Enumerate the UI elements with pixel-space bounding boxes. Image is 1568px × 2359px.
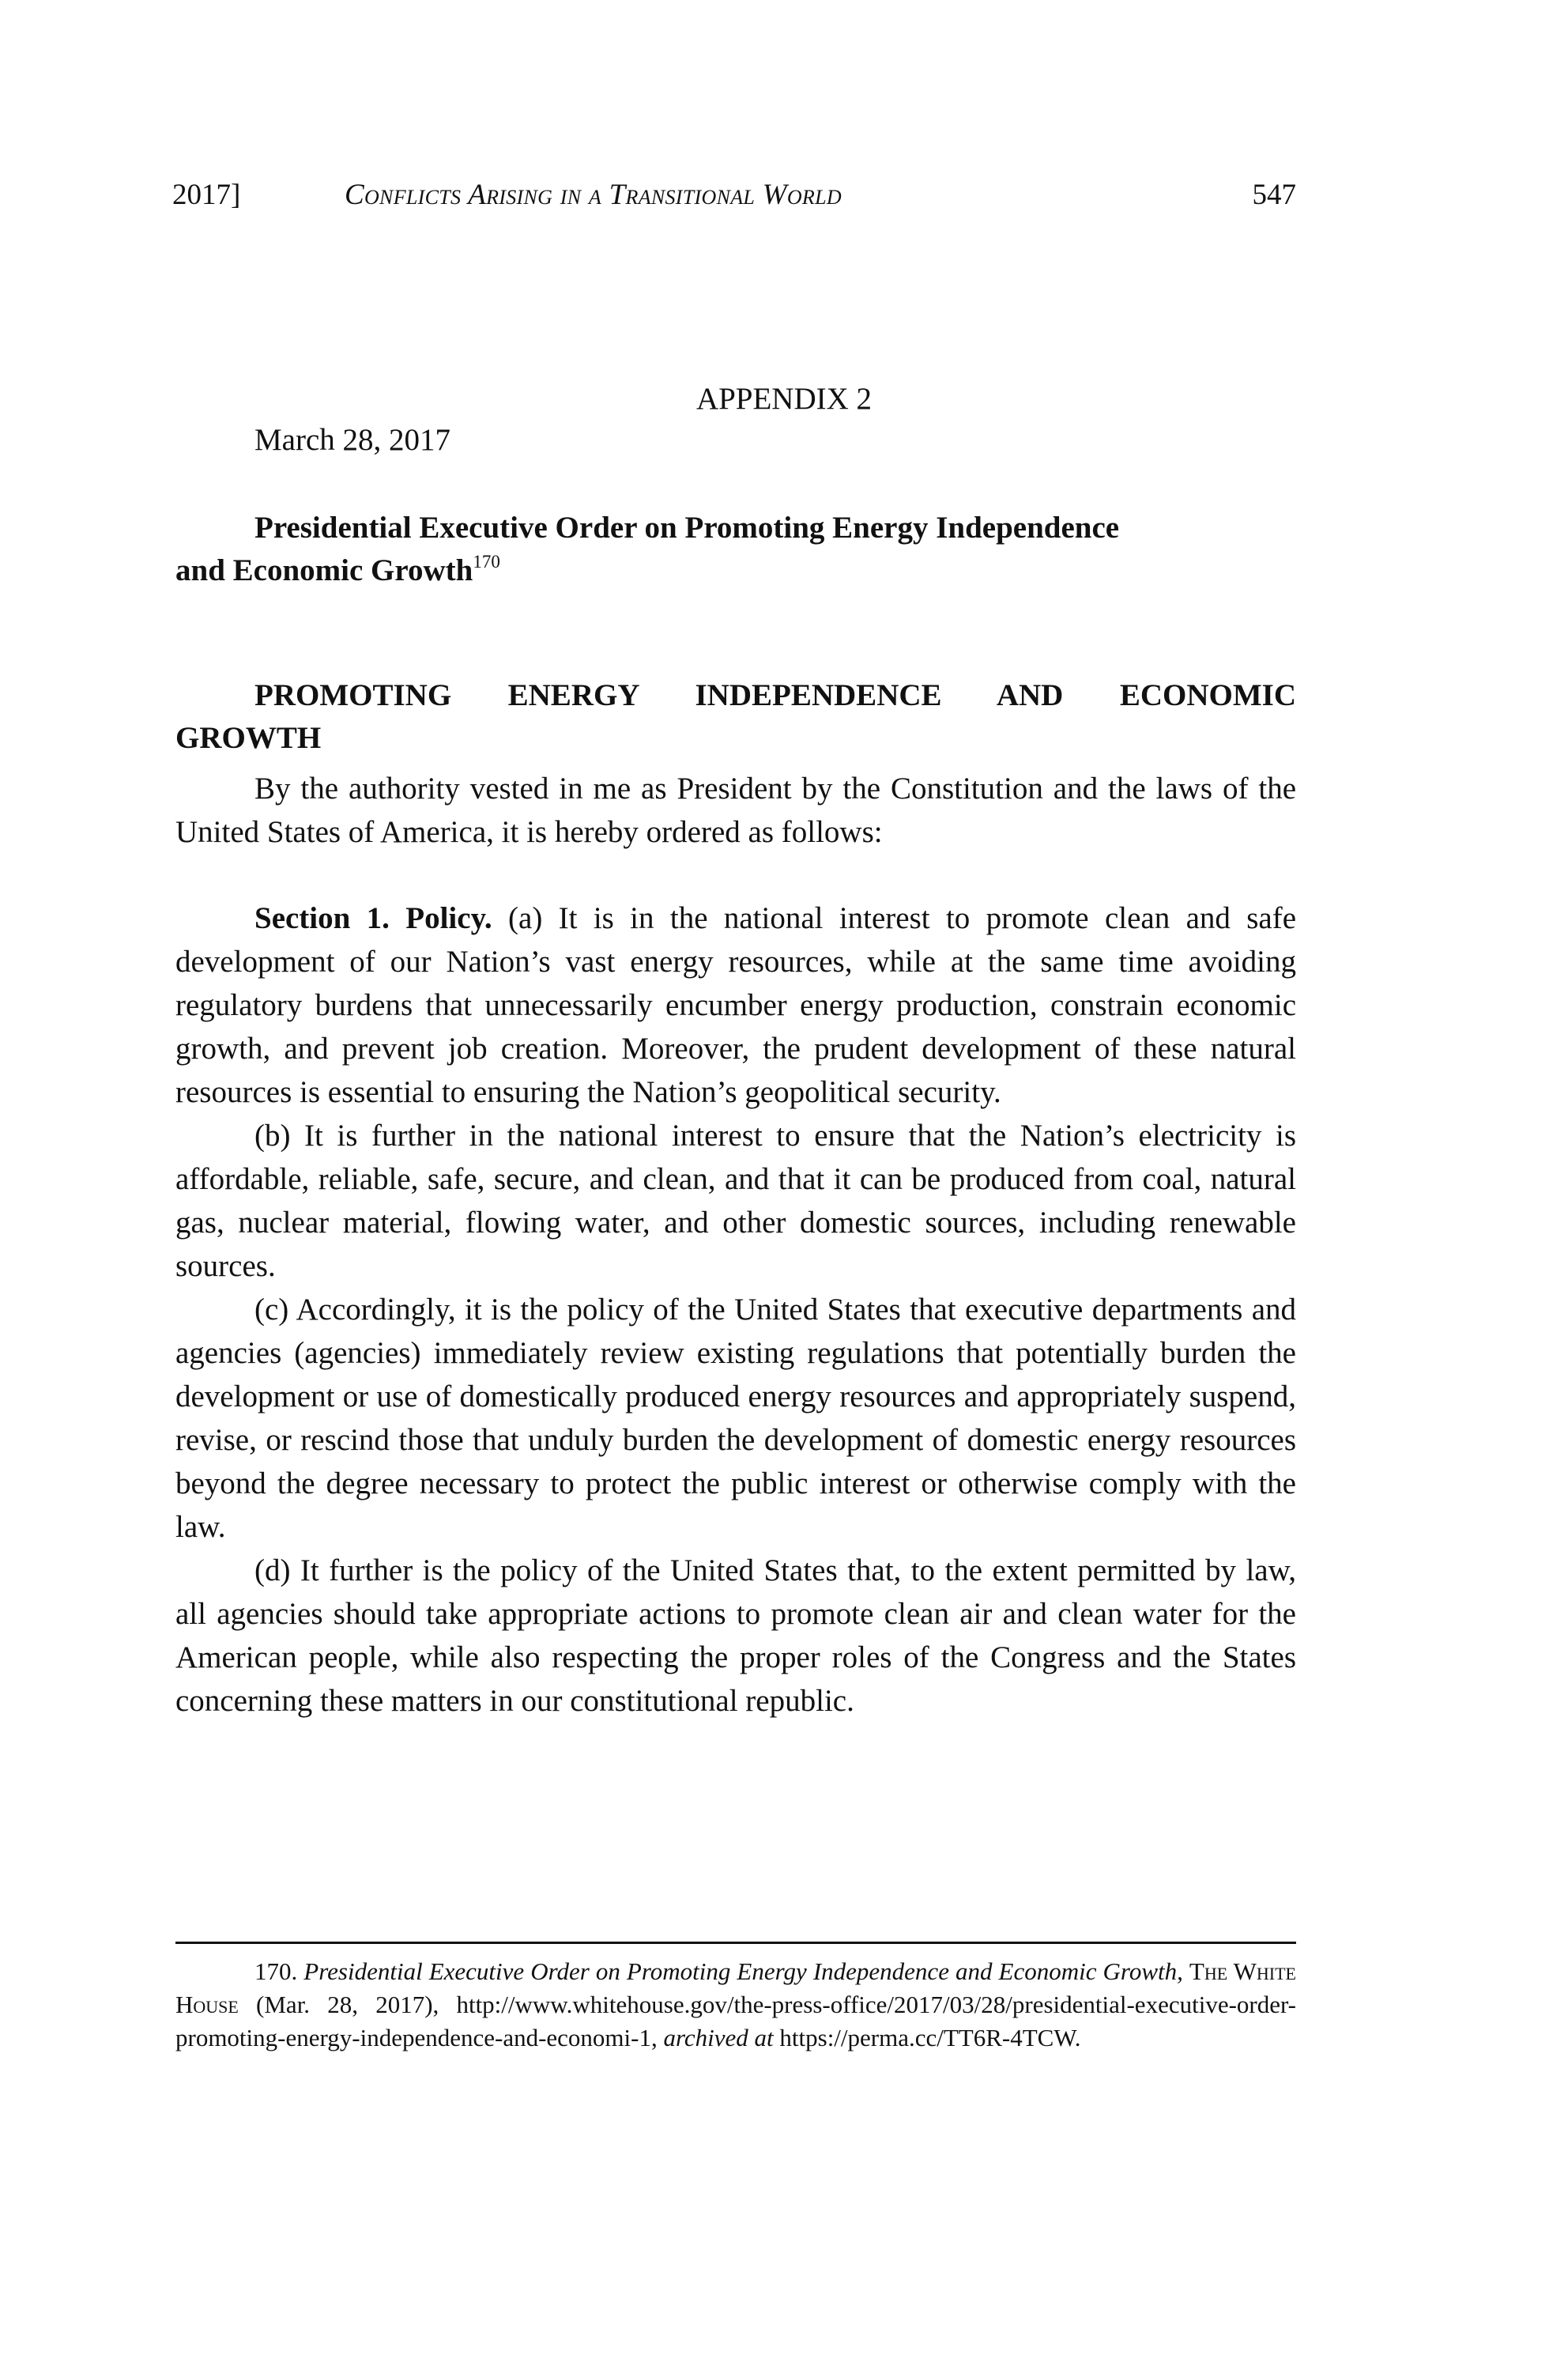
footnote-170 [175,1955,1296,2055]
footnote-reference: 170 [473,552,500,572]
footnote-divider [175,1942,1296,1944]
order-heading [175,674,1296,760]
order-heading-line-2: GROWTH [175,721,322,755]
section-1-paragraph-d: (d) It further is the policy of the United States that, to the extent permitted by law, all agencies should take appropriate actions to promote clean air and clean water for the American people, while also respecting the proper roles of the Congress and the States concerning these matters in our constitutional republic. [175,1553,1296,1718]
section-1-heading: Section 1. Policy. [254,901,492,935]
page-number: 547 [1252,179,1296,211]
order-title-line-1: Presidential Executive Order on Promoting Energy Independence [254,511,1120,545]
section-1-a-text: (a) It is in the national interest to promote clean and safe development of our Nation’s vast energy resources, while at the same time avoiding regulatory burdens that unnecessarily encumber energy production, constrain economic growth, and prevent job creation. Moreover, the prudent development of these natural resources is essential to ensuring the Nation’s geopolitical security. [175,901,1297,1109]
order-title-line-2: and Economic Growth [175,553,473,587]
footnote-source: The White House [175,1957,1296,2018]
order-date: March 28, 2017 [254,423,451,457]
order-title [175,507,1296,592]
running-head-title: Conflicts Arising in a Transitional World [345,179,842,211]
footnote-archived-link[interactable]: https://perma.cc/TT6R-4TCW. [779,2024,1081,2051]
running-head [172,176,1296,215]
section-1-paragraph-c: (c) Accordingly, it is the policy of the United States that executive departments and agencies (agencies) immediately review existing regulations that potentially burden the development or use of domestically produced energy resources and appropriately suspend, revise, or rescind those that unduly burden the development of domestic energy resources beyond the degree necessary to protect the public interest or otherwise comply with the law. [175,1293,1296,1544]
running-head-year: 2017] [172,179,241,211]
footnote-number: 170. [254,1957,298,1985]
section-1-paragraph-a [175,896,1296,1114]
intro-paragraph: By the authority vested in me as President by the Constitution and the laws of the United States of America, it is hereby ordered as follows: [175,772,1296,849]
footnote-title: Presidential Executive Order on Promoting Energy Independence and Economic Growth, [303,1957,1183,1985]
order-heading-line-1: PROMOTING ENERGY INDEPENDENCE AND ECONOMIC [254,678,1296,712]
section-1-paragraph-b: (b) It is further in the national interest to ensure that the Nation’s electricity is affordable, reliable, safe, secure, and clean, and that it can be produced from coal, natural gas, nuclear material, flowing water, and other domestic sources, including renewable sources. [175,1119,1296,1283]
footnote-details: (Mar. 28, 2017), http://www.whitehouse.gov/the-press-office/2017/03/28/presidential-executive-order-promoting-energy-independence-and-economi-1, [175,1991,1297,2051]
appendix-label: APPENDIX 2 [695,382,873,416]
order-body [175,767,1296,1723]
footnote-archived-label: archived at [663,2024,774,2051]
